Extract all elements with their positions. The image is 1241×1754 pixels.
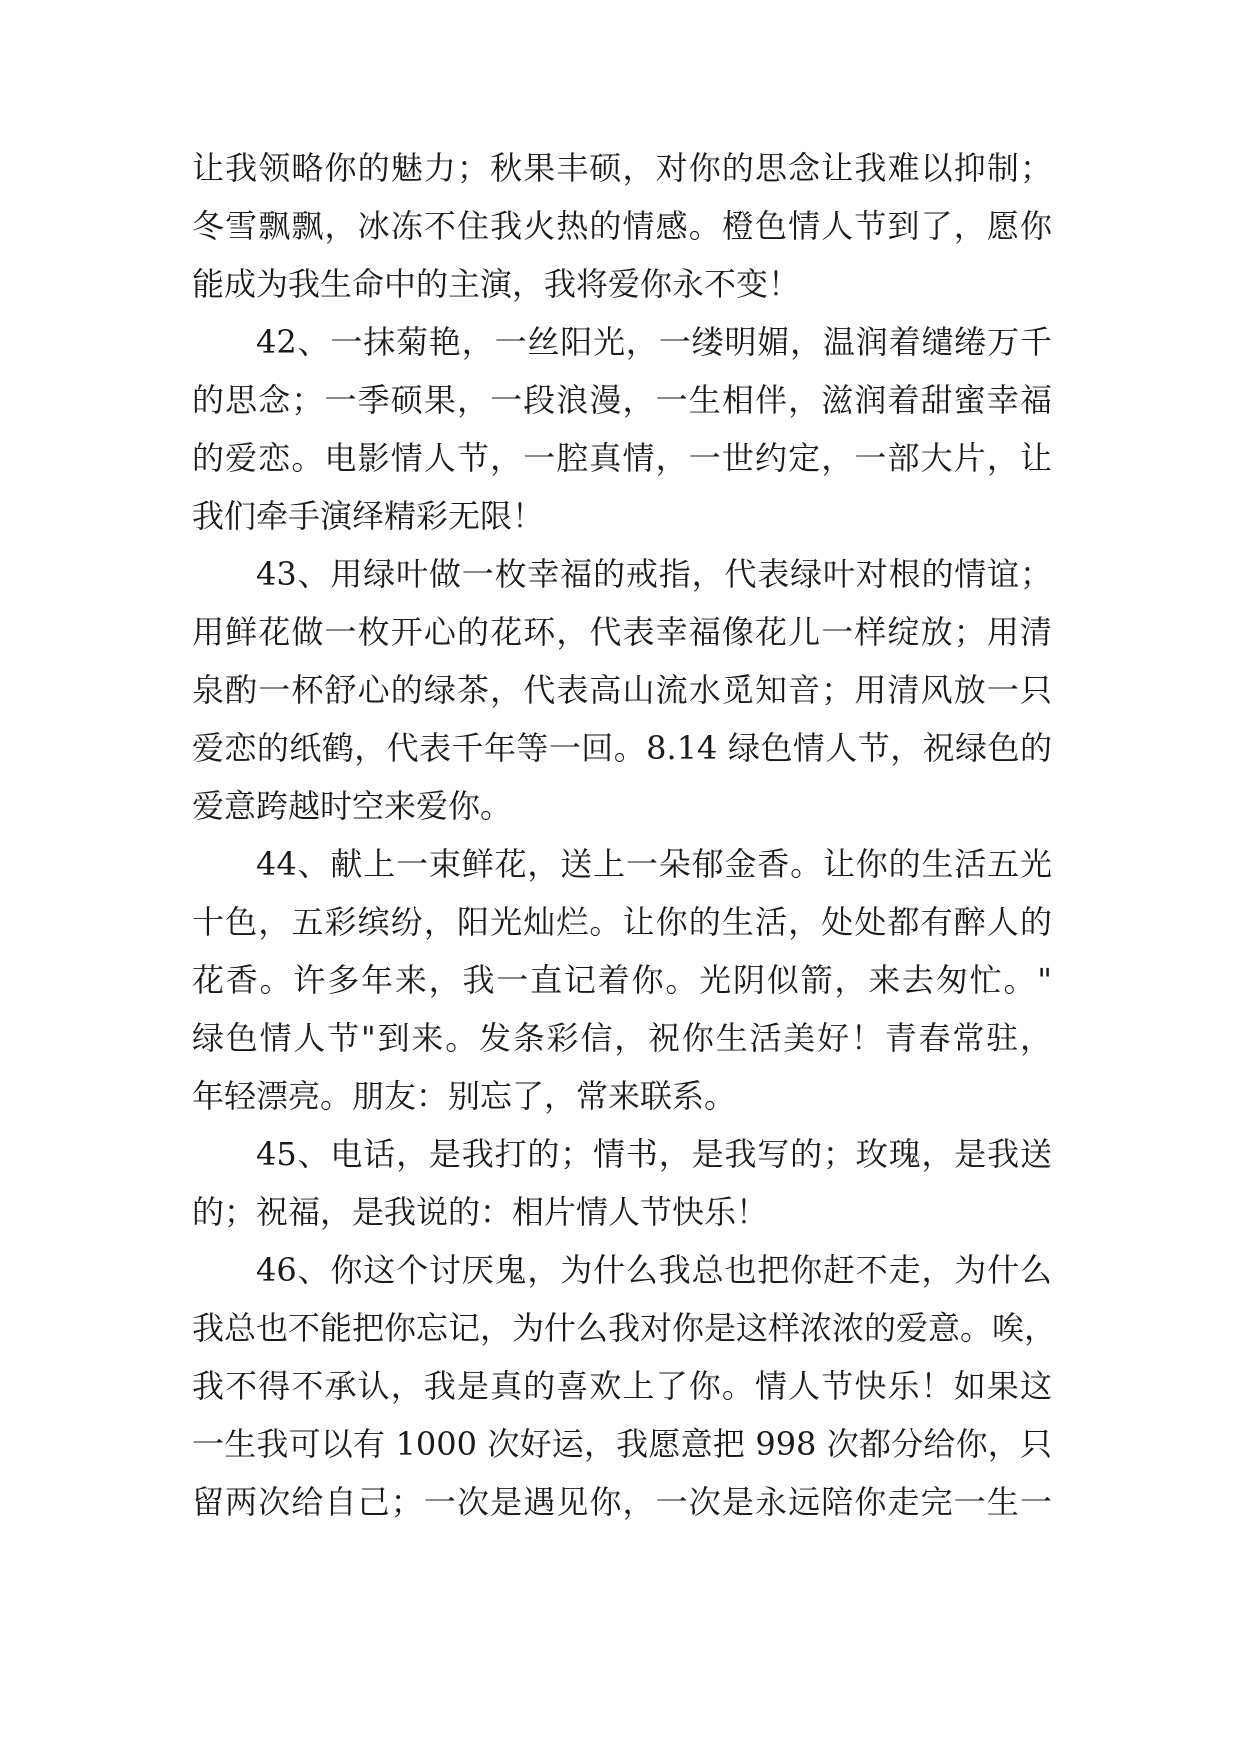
text-line: 的思念；一季硕果，一段浪漫，一生相伴，滋润着甜蜜幸福 xyxy=(192,381,1052,419)
text-line: 45、电话，是我打的；情书，是我写的；玫瑰，是我送 xyxy=(256,1135,1052,1173)
text-line: 让我领略你的魅力；秋果丰硕，对你的思念让我难以抑制； xyxy=(192,149,1052,187)
text-line: 爱意跨越时空来爱你。 xyxy=(192,787,513,825)
text-line: 的；祝福，是我说的：相片情人节快乐！ xyxy=(192,1193,769,1231)
text-line: 爱恋的纸鹤，代表千年等一回。8.14 绿色情人节，祝绿色的 xyxy=(192,729,1052,767)
text-line: 冬雪飘飘，冰冻不住我火热的情感。橙色情人节到了，愿你 xyxy=(192,207,1052,245)
text-line: 44、献上一束鲜花，送上一朵郁金香。让你的生活五光 xyxy=(256,845,1052,883)
text-line: 我不得不承认，我是真的喜欢上了你。情人节快乐！如果这 xyxy=(192,1367,1052,1405)
text-line: 我总也不能把你忘记，为什么我对你是这样浓浓的爱意。唉， xyxy=(192,1309,1057,1347)
text-line: 花香。许多年来，我一直记着你。光阴似箭，来去匆忙。" xyxy=(192,961,1052,999)
text-line: 42、一抹菊艳，一丝阳光，一缕明媚，温润着缱绻万千 xyxy=(256,323,1052,361)
text-line: 的爱恋。电影情人节，一腔真情，一世约定，一部大片，让 xyxy=(192,439,1052,477)
text-line: 年轻漂亮。朋友：别忘了，常来联系。 xyxy=(192,1077,737,1115)
text-line: 泉酌一杯舒心的绿茶，代表高山流水觅知音；用清风放一只 xyxy=(192,671,1052,709)
text-line: 十色，五彩缤纷，阳光灿烂。让你的生活，处处都有醉人的 xyxy=(192,903,1052,941)
text-line: 我们牵手演绎精彩无限！ xyxy=(192,497,545,535)
text-line: 46、你这个讨厌鬼，为什么我总也把你赶不走，为什么 xyxy=(256,1251,1052,1289)
text-line: 能成为我生命中的主演，我将爱你永不变！ xyxy=(192,265,801,303)
text-line: 一生我可以有 1000 次好运，我愿意把 998 次都分给你，只 xyxy=(192,1425,1052,1463)
text-line: 绿色情人节"到来。发条彩信，祝你生活美好！青春常驻， xyxy=(192,1019,1052,1057)
text-line: 留两次给自己；一次是遇见你，一次是永远陪你走完一生一 xyxy=(192,1483,1052,1521)
text-line: 43、用绿叶做一枚幸福的戒指，代表绿叶对根的情谊； xyxy=(256,555,1052,593)
text-line: 用鲜花做一枚开心的花环，代表幸福像花儿一样绽放；用清 xyxy=(192,613,1052,651)
